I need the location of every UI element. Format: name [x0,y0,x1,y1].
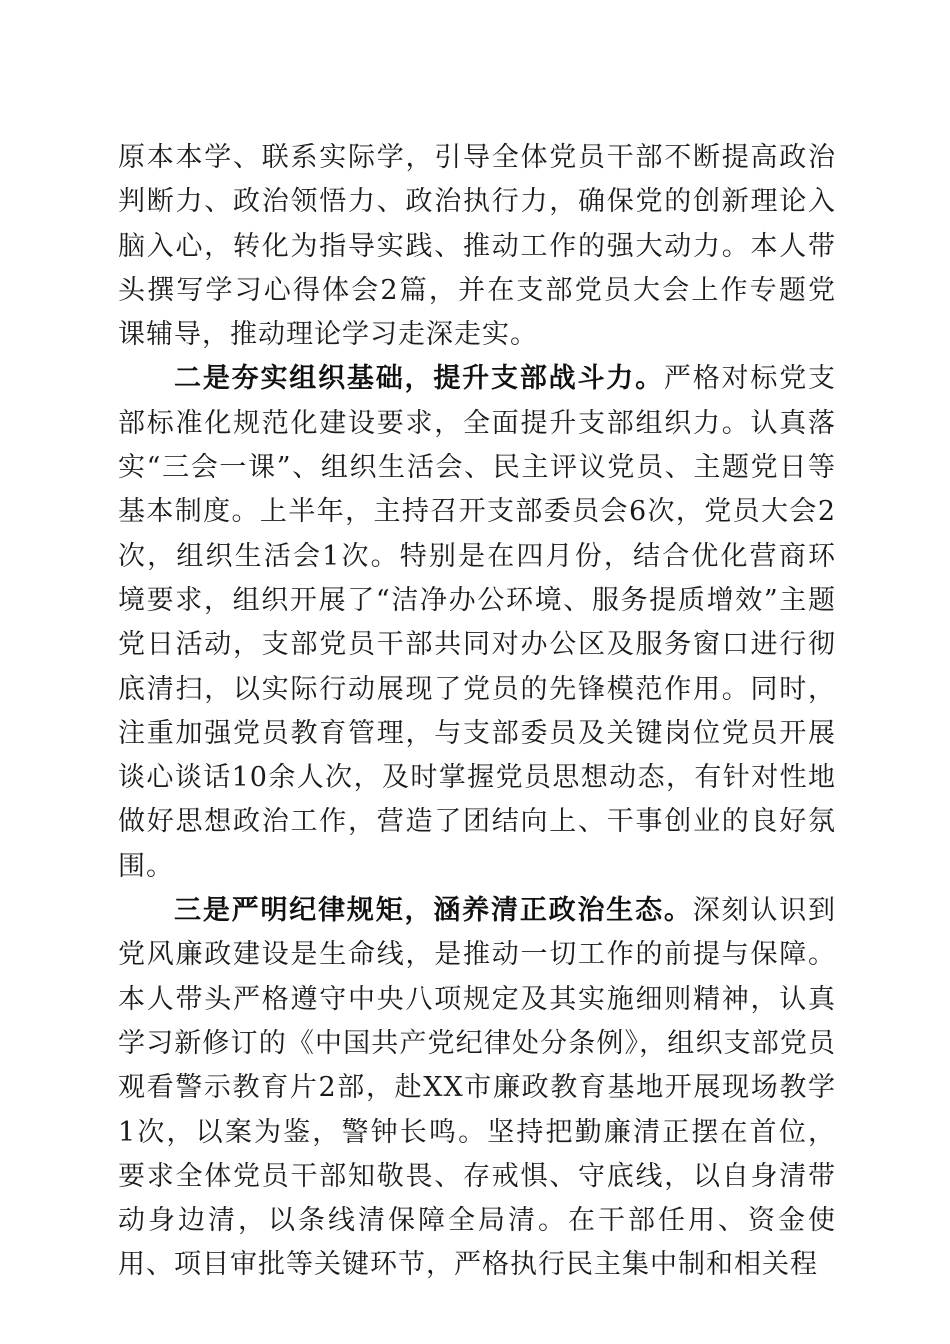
paragraph-text: 深刻认识到党风廉政建设是生命线，是推动一切工作的前提与保障。本人带头严格遵守中央八项规定及其实施细则精神，认真学习新修订的《中国共产党纪律处分条例》，组织支部党员观看警示教育片2部，赴XX市廉政教育基地开展现场教学1次，以案为鉴，警钟长鸣。坚持把勤廉清正摆在首位，要求全体党员干部知敬畏、存戒惧、守底线，以自身清带动身边清，以条线清保障全局清。在干部任用、资金使用、项目审批等关键环节，严格执行民主集中制和相关程 [118,895,837,1281]
paragraph-text: 严格对标党支部标准化规范化建设要求，全面提升支部组织力。认真落实“三会一课”、组织生活会、民主评议党员、主题党日等基本制度。上半年，主持召开支部委员会6次，党员大会2次，组织生活会1次。特别是在四月份，结合优化营商环境要求，组织开展了“洁净办公环境、服务提质增效”主题党日活动，支部党员干部共同对办公区及服务窗口进行彻底清扫，以实际行动展现了党员的先锋模范作用。同时，注重加强党员教育管理，与支部委员及关键岗位党员开展谈心谈话10余人次，及时掌握党员思想动态，有针对性地做好思想政治工作，营造了团结向上、干事创业的良好氛围。 [118,363,837,882]
document-body [118,136,836,1288]
paragraph-text: 原本本学、联系实际学，引导全体党员干部不断提高政治判断力、政治领悟力、政治执行力，确保党的创新理论入脑入心，转化为指导实践、推动工作的强大动力。本人带头撰写学习心得体会2篇，并在支部党员大会上作专题党课辅导，推动理论学习走深走实。 [118,142,836,351]
paragraph-continuation [118,136,836,357]
paragraph-discipline [118,889,836,1288]
paragraph-lead: 二是夯实组织基础，提升支部战斗力。 [174,363,664,395]
paragraph-organization [118,357,836,889]
paragraph-lead: 三是严明纪律规矩，涵养清正政治生态。 [174,895,693,927]
